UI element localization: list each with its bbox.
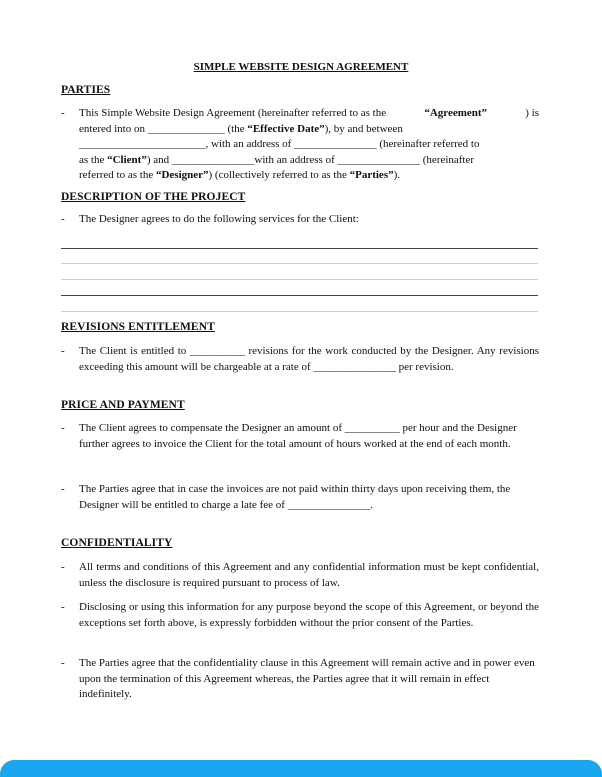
list-dash: -	[61, 213, 65, 225]
parties-paragraph: - This Simple Website Design Agreement (hereinafter referred to as the “Agreement” ) is entered into on ______________ (the “Effective Date”), by and between _______________________, with an address of _______________ (hereinafter referred to as the “Client”) and _______________with an address of _______________ (hereinafter referred to as the “Designer”) (collectively referred to as the “Parties”).	[61, 107, 539, 181]
list-dash: -	[61, 422, 65, 434]
list-dash: -	[61, 657, 65, 669]
description-paragraph: - The Designer agrees to do the following services for the Client:	[61, 212, 539, 228]
accent-bar	[0, 760, 602, 777]
blank-fill-line	[61, 279, 538, 280]
heading-confidentiality: CONFIDENTIALITY	[61, 537, 173, 549]
list-dash: -	[61, 345, 65, 357]
document-title: SIMPLE WEBSITE DESIGN AGREEMENT	[193, 61, 409, 73]
price-paragraph-2: - The Parties agree that in case the invoices are not paid within thirty days upon receiving them, the Designer will be entitled to charge a late fee of _______________.	[61, 483, 511, 511]
list-dash: -	[61, 601, 65, 613]
heading-parties: PARTIES	[61, 84, 111, 96]
blank-fill-line	[61, 311, 538, 312]
heading-price: PRICE AND PAYMENT	[61, 399, 185, 411]
blank-fill-line	[61, 248, 538, 249]
heading-description: DESCRIPTION OF THE PROJECT	[61, 191, 246, 203]
blank-fill-line	[61, 295, 538, 296]
confidentiality-paragraph-1: - All terms and conditions of this Agreement and any confidential information must be kept confidential, unless the disclosure is required pursuant to process of law.	[61, 561, 539, 589]
blank-fill-line	[61, 263, 538, 264]
confidentiality-paragraph-2: - Disclosing or using this information for any purpose beyond the scope of this Agreement, or beyond the exceptions set forth above, is expressly forbidden without the prior consent of the Parties.	[61, 601, 539, 629]
list-dash: -	[61, 107, 65, 119]
confidentiality-paragraph-3: - The Parties agree that the confidentiality clause in this Agreement will remain active and in power even upon the termination of this Agreement whereas, the Parties agree that it will remain in effect indefinitely.	[61, 657, 535, 700]
revisions-paragraph: - The Client is entitled to __________ revisions for the work conducted by the Designer. Any revisions exceeding this amount will be chargeable at a rate of _______________ per revision.	[61, 345, 539, 373]
list-dash: -	[61, 561, 65, 573]
list-dash: -	[61, 483, 65, 495]
heading-revisions: REVISIONS ENTITLEMENT	[61, 321, 215, 333]
price-paragraph-1: - The Client agrees to compensate the Designer an amount of __________ per hour and the Designer further agrees to invoice the Client for the total amount of hours worked at the end of each month.	[61, 422, 517, 450]
